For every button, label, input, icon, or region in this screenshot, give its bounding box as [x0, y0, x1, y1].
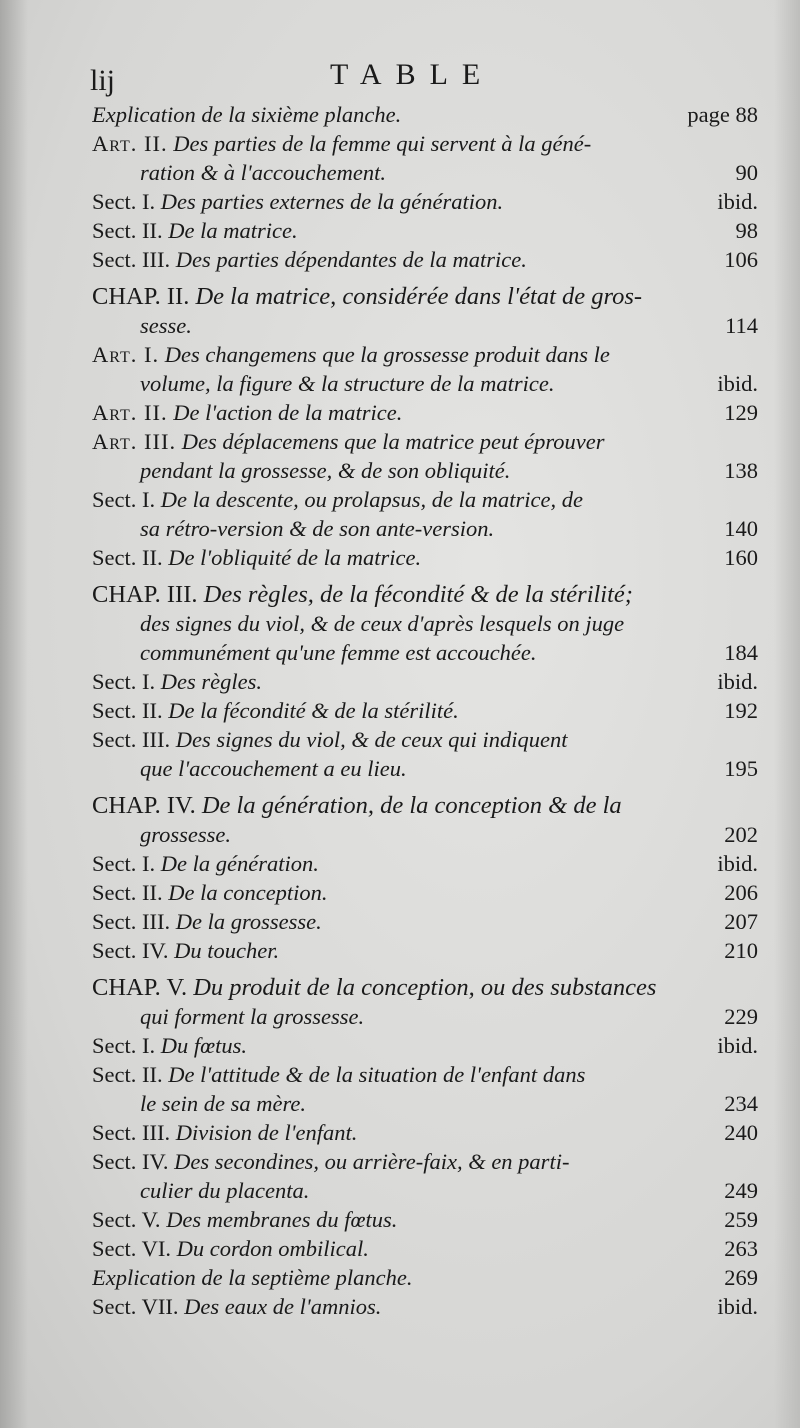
toc-entry-first-line: [92, 1060, 758, 1089]
toc-entry-label: Sect. I.: [92, 1033, 156, 1058]
toc-page-number: 90: [735, 160, 758, 185]
toc-entry-first-line: [92, 245, 758, 274]
toc-entry-first-line: [92, 1118, 758, 1147]
toc-entry: [92, 1147, 758, 1205]
toc-entry-label: Sect. III.: [92, 909, 171, 934]
toc-entry-label: Sect. V.: [92, 1207, 161, 1232]
toc-entry: [92, 427, 758, 485]
toc-entry-label: CHAP. IV.: [92, 792, 196, 819]
toc-entry-label: Art. III.: [92, 429, 177, 454]
toc-entry: [92, 580, 758, 667]
toc-entry-label: Sect. II.: [92, 545, 163, 570]
toc-entry-first-line: [92, 216, 758, 245]
toc-entry: [92, 1031, 758, 1060]
toc-entry: [92, 725, 758, 783]
toc-page-number: 207: [724, 909, 758, 934]
toc-entry: [92, 187, 758, 216]
toc-entry-label: Art. I.: [92, 342, 160, 367]
toc-page-number: ibid.: [717, 1294, 758, 1319]
toc-entry-title: Des parties dépendantes de la matrice.: [175, 247, 527, 272]
toc-entry-label: Sect. III.: [92, 727, 171, 752]
toc-entry-first-line: [92, 667, 758, 696]
toc-entry-first-line: [92, 340, 758, 369]
toc-page-number: page 88: [687, 102, 758, 127]
toc-page-number: ibid.: [717, 371, 758, 396]
toc-entry-title: sesse.: [140, 313, 192, 338]
toc-entry-title: Des parties de la femme qui servent à la géné-: [173, 131, 592, 156]
toc-entry-title: De l'action de la matrice.: [173, 400, 403, 425]
toc-entry-title: Des eaux de l'amnios.: [184, 1294, 382, 1319]
toc-entry-label: Art. II.: [92, 131, 168, 156]
toc-entry-title: Du cordon ombilical.: [176, 1236, 369, 1261]
running-title: TABLE: [330, 58, 495, 91]
toc-entry-label: Sect. II.: [92, 698, 163, 723]
toc-entry: [92, 245, 758, 274]
toc-entry-title: que l'accouchement a eu lieu.: [140, 756, 407, 781]
toc-entry-first-line: [92, 1031, 758, 1060]
toc-entry-label: Sect. VI.: [92, 1236, 171, 1261]
toc-entry-title: qui forment la grossesse.: [140, 1004, 365, 1029]
toc-entry-title: des signes du viol, & de ceux d'après lesquels on juge: [140, 611, 625, 636]
toc-entry-first-line: [92, 100, 758, 129]
toc-page-number: 234: [724, 1091, 758, 1116]
toc-entry-first-line: [92, 849, 758, 878]
toc-entry-title: Des secondines, ou arrière-faix, & en parti-: [174, 1149, 570, 1174]
toc-entry-title: Des membranes du fœtus.: [166, 1207, 398, 1232]
toc-entry: [92, 543, 758, 572]
toc-entry-label: Sect. I.: [92, 189, 156, 214]
toc-entry: [92, 1205, 758, 1234]
toc-entry-first-line: [92, 580, 758, 609]
toc-entry-first-line: [92, 398, 758, 427]
toc-page-number: 202: [724, 822, 758, 847]
toc-entry-title: Des règles.: [160, 669, 262, 694]
gutter-shadow: [0, 0, 28, 1428]
toc-entry: [92, 398, 758, 427]
toc-page-number: 129: [724, 400, 758, 425]
toc-entry-label: Sect. VII.: [92, 1294, 179, 1319]
toc-page-number: 138: [724, 458, 758, 483]
toc-entry-label: Sect. II.: [92, 1062, 163, 1087]
toc-entry-title: Explication de la sixième planche.: [92, 102, 402, 127]
toc-entry-continuation: [92, 638, 758, 667]
toc-entry-label: Art. II.: [92, 400, 168, 425]
table-of-contents: [92, 100, 758, 1321]
toc-entry-first-line: [92, 129, 758, 158]
toc-page-number: 240: [724, 1120, 758, 1145]
toc-entry-label: Sect. IV.: [92, 938, 169, 963]
toc-entry-title: communément qu'une femme est accouchée.: [140, 640, 537, 665]
toc-entry: [92, 282, 758, 340]
toc-entry-continuation: [92, 158, 758, 187]
toc-entry: [92, 696, 758, 725]
toc-entry-first-line: [92, 878, 758, 907]
toc-entry-title: De l'attitude & de la situation de l'enfant dans: [168, 1062, 586, 1087]
toc-entry: [92, 1292, 758, 1321]
toc-entry-label: Sect. I.: [92, 851, 156, 876]
toc-page-number: ibid.: [717, 189, 758, 214]
toc-entry-continuation: [92, 754, 758, 783]
toc-entry-label: Sect. III.: [92, 247, 171, 272]
toc-entry-title: De la descente, ou prolapsus, de la matrice, de: [160, 487, 583, 512]
toc-entry: [92, 485, 758, 543]
toc-entry-title: De la fécondité & de la stérilité.: [168, 698, 459, 723]
toc-entry-continuation: [92, 1176, 758, 1205]
toc-entry-first-line: [92, 725, 758, 754]
toc-entry-first-line: [92, 791, 758, 820]
toc-entry-first-line: [92, 696, 758, 725]
toc-entry-first-line: [92, 1147, 758, 1176]
toc-entry-title: De la grossesse.: [175, 909, 322, 934]
toc-entry-first-line: [92, 1292, 758, 1321]
toc-entry-first-line: [92, 485, 758, 514]
toc-entry-first-line: [92, 187, 758, 216]
toc-page-number: 106: [724, 247, 758, 272]
toc-entry-title: sa rétro-version & de son ante-version.: [140, 516, 495, 541]
toc-entry-first-line: [92, 1263, 758, 1292]
toc-entry-title: De la matrice, considérée dans l'état de gros-: [195, 283, 643, 310]
toc-entry-label: CHAP. II.: [92, 283, 190, 310]
toc-entry-label: Sect. I.: [92, 487, 156, 512]
toc-entry-title: le sein de sa mère.: [140, 1091, 306, 1116]
toc-entry-title: Des règles, de la fécondité & de la stérilité;: [203, 581, 633, 608]
toc-entry-title: De la génération.: [160, 851, 319, 876]
toc-entry-title: Du fœtus.: [160, 1033, 247, 1058]
toc-entry-first-line: [92, 1205, 758, 1234]
toc-entry-title: volume, la figure & la structure de la matrice.: [140, 371, 555, 396]
toc-page-number: 249: [724, 1178, 758, 1203]
toc-entry-label: Sect. II.: [92, 880, 163, 905]
toc-entry-title: Division de l'enfant.: [175, 1120, 358, 1145]
toc-entry-title: grossesse.: [140, 822, 232, 847]
toc-entry-title: Du produit de la conception, ou des substances: [193, 974, 657, 1001]
toc-entry-first-line: [92, 1234, 758, 1263]
toc-entry-first-line: [92, 936, 758, 965]
edge-shadow: [774, 0, 800, 1428]
toc-entry-label: Sect. IV.: [92, 1149, 169, 1174]
toc-entry: [92, 1118, 758, 1147]
toc-entry: [92, 791, 758, 849]
toc-entry: [92, 936, 758, 965]
toc-entry-label: CHAP. V.: [92, 974, 188, 1001]
toc-entry-title: Des parties externes de la génération.: [160, 189, 504, 214]
toc-entry-title: De la conception.: [168, 880, 328, 905]
toc-page-number: 210: [724, 938, 758, 963]
toc-entry-label: CHAP. III.: [92, 581, 198, 608]
toc-page-number: 140: [724, 516, 758, 541]
toc-page-number: 192: [724, 698, 758, 723]
toc-entry-continuation: [92, 1089, 758, 1118]
toc-page-number: 184: [724, 640, 758, 665]
toc-entry-title: De la génération, de la conception & de la: [201, 792, 622, 819]
toc-page-number: 98: [735, 218, 758, 243]
toc-entry-first-line: [92, 282, 758, 311]
toc-entry-title: Des changemens que la grossesse produit dans le: [164, 342, 610, 367]
toc-entry-title: De la matrice.: [168, 218, 298, 243]
toc-entry-first-line: [92, 543, 758, 572]
toc-entry: [92, 907, 758, 936]
toc-entry: [92, 129, 758, 187]
toc-entry-continuation: [92, 514, 758, 543]
toc-entry-continuation: [92, 311, 758, 340]
toc-page-number: 259: [724, 1207, 758, 1232]
toc-entry-label: Sect. III.: [92, 1120, 171, 1145]
toc-page-number: ibid.: [717, 669, 758, 694]
toc-page-number: 160: [724, 545, 758, 570]
toc-page-number: 195: [724, 756, 758, 781]
toc-entry-first-line: [92, 907, 758, 936]
toc-entry-title: Des déplacemens que la matrice peut éprouver: [181, 429, 605, 454]
toc-entry-continuation: [92, 609, 758, 638]
toc-entry: [92, 1234, 758, 1263]
page-folio: lij: [90, 64, 116, 97]
toc-entry: [92, 973, 758, 1031]
toc-entry: [92, 849, 758, 878]
toc-entry: [92, 1263, 758, 1292]
toc-entry: [92, 667, 758, 696]
toc-entry: [92, 216, 758, 245]
toc-page-number: ibid.: [717, 851, 758, 876]
toc-entry-title: pendant la grossesse, & de son obliquité.: [140, 458, 511, 483]
toc-entry-label: Sect. II.: [92, 218, 163, 243]
toc-entry: [92, 878, 758, 907]
toc-entry-title: Explication de la septième planche.: [92, 1265, 413, 1290]
toc-entry: [92, 340, 758, 398]
toc-page-number: 206: [724, 880, 758, 905]
toc-entry-title: ration & à l'accouchement.: [140, 160, 387, 185]
toc-page-number: 114: [725, 313, 758, 338]
toc-entry-continuation: [92, 456, 758, 485]
toc-entry-continuation: [92, 820, 758, 849]
toc-entry-title: Du toucher.: [174, 938, 280, 963]
toc-entry-first-line: [92, 427, 758, 456]
toc-entry: [92, 1060, 758, 1118]
page-header: [0, 58, 800, 98]
toc-entry-continuation: [92, 369, 758, 398]
toc-entry-first-line: [92, 973, 758, 1002]
toc-entry: [92, 100, 758, 129]
toc-page-number: ibid.: [717, 1033, 758, 1058]
toc-entry-title: culier du placenta.: [140, 1178, 310, 1203]
toc-page-number: 263: [724, 1236, 758, 1261]
toc-entry-title: De l'obliquité de la matrice.: [168, 545, 422, 570]
toc-page-number: 229: [724, 1004, 758, 1029]
toc-entry-title: Des signes du viol, & de ceux qui indiquent: [175, 727, 568, 752]
toc-entry-label: Sect. I.: [92, 669, 156, 694]
toc-entry-continuation: [92, 1002, 758, 1031]
toc-page-number: 269: [724, 1265, 758, 1290]
